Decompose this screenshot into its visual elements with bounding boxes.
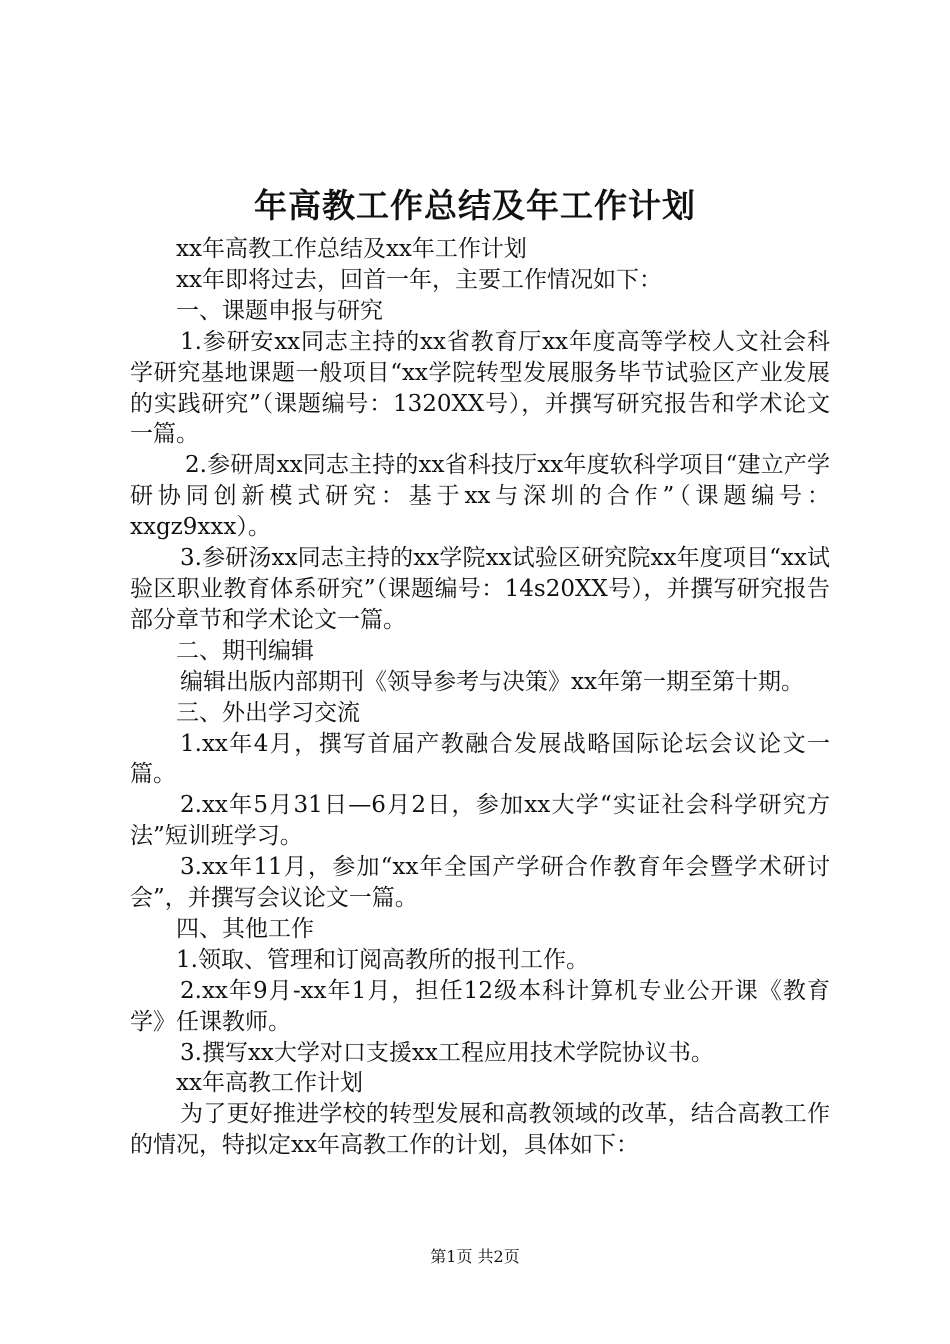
section-heading-3: 三、外出学习交流 xyxy=(176,699,360,726)
paragraph-subtitle: xx年高教工作总结及xx年工作计划 xyxy=(176,236,527,262)
paragraph-item: 2.xx年5月31日—6月2日，参加xx大学“实证社会科学研究方法”短训班学习。 xyxy=(130,792,830,850)
paragraph-item: 3.参研汤xx同志主持的xx学院xx试验区研究院xx年度项目“xx试验区职业教育体系研究”（课题编号：14s20XX号），并撰写研究报告部分章节和学术论文一篇。 xyxy=(130,545,830,633)
paragraph-item: 1.xx年4月，撰写首届产教融合发展战略国际论坛会议论文一篇。 xyxy=(130,730,830,788)
paragraph-item: 2.参研周xx同志主持的xx省科技厅xx年度软科学项目“建立产学研协同创新模式研究：基于xx与深圳的合作”（课题编号：xxgz9xxx）。 xyxy=(130,452,830,541)
document-body xyxy=(130,234,830,1161)
section-heading-4: 四、其他工作 xyxy=(176,915,314,942)
paragraph-plan: 为了更好推进学校的转型发展和高教领域的改革，结合高教工作的情况，特拟定xx年高教工作的计划，具体如下： xyxy=(130,1101,830,1159)
paragraph-item: 3.xx年11月，参加“xx年全国产学研合作教育年会暨学术研讨会”，并撰写会议论文一篇。 xyxy=(130,854,830,912)
page-footer: 第1页 共2页 xyxy=(430,1247,520,1266)
paragraph-item: 3.撰写xx大学对口支援xx工程应用技术学院协议书。 xyxy=(180,1039,714,1066)
section-heading-1: 一、课题申报与研究 xyxy=(176,297,383,324)
section-heading-plan: xx年高教工作计划 xyxy=(176,1070,363,1097)
paragraph-item: 1.领取、管理和订阅高教所的报刊工作。 xyxy=(176,946,589,973)
document-title: 年高教工作总结及年工作计划 xyxy=(254,186,696,225)
paragraph-item: 1.参研安xx同志主持的xx省教育厅xx年度高等学校人文社会科学研究基地课题一般项目“xx学院转型发展服务毕节试验区产业发展的实践研究”（课题编号：1320XX号），并撰写研究报告和学术论文一篇。 xyxy=(130,328,830,448)
paragraph-item: 2.xx年9月-xx年1月，担任12级本科计算机专业公开课《教育学》任课教师。 xyxy=(130,977,830,1035)
paragraph-item: 编辑出版内部期刊《领导参考与决策》xx年第一期至第十期。 xyxy=(180,668,804,695)
section-heading-2: 二、期刊编辑 xyxy=(176,637,314,664)
paragraph-intro: xx年即将过去，回首一年，主要工作情况如下： xyxy=(176,266,662,293)
